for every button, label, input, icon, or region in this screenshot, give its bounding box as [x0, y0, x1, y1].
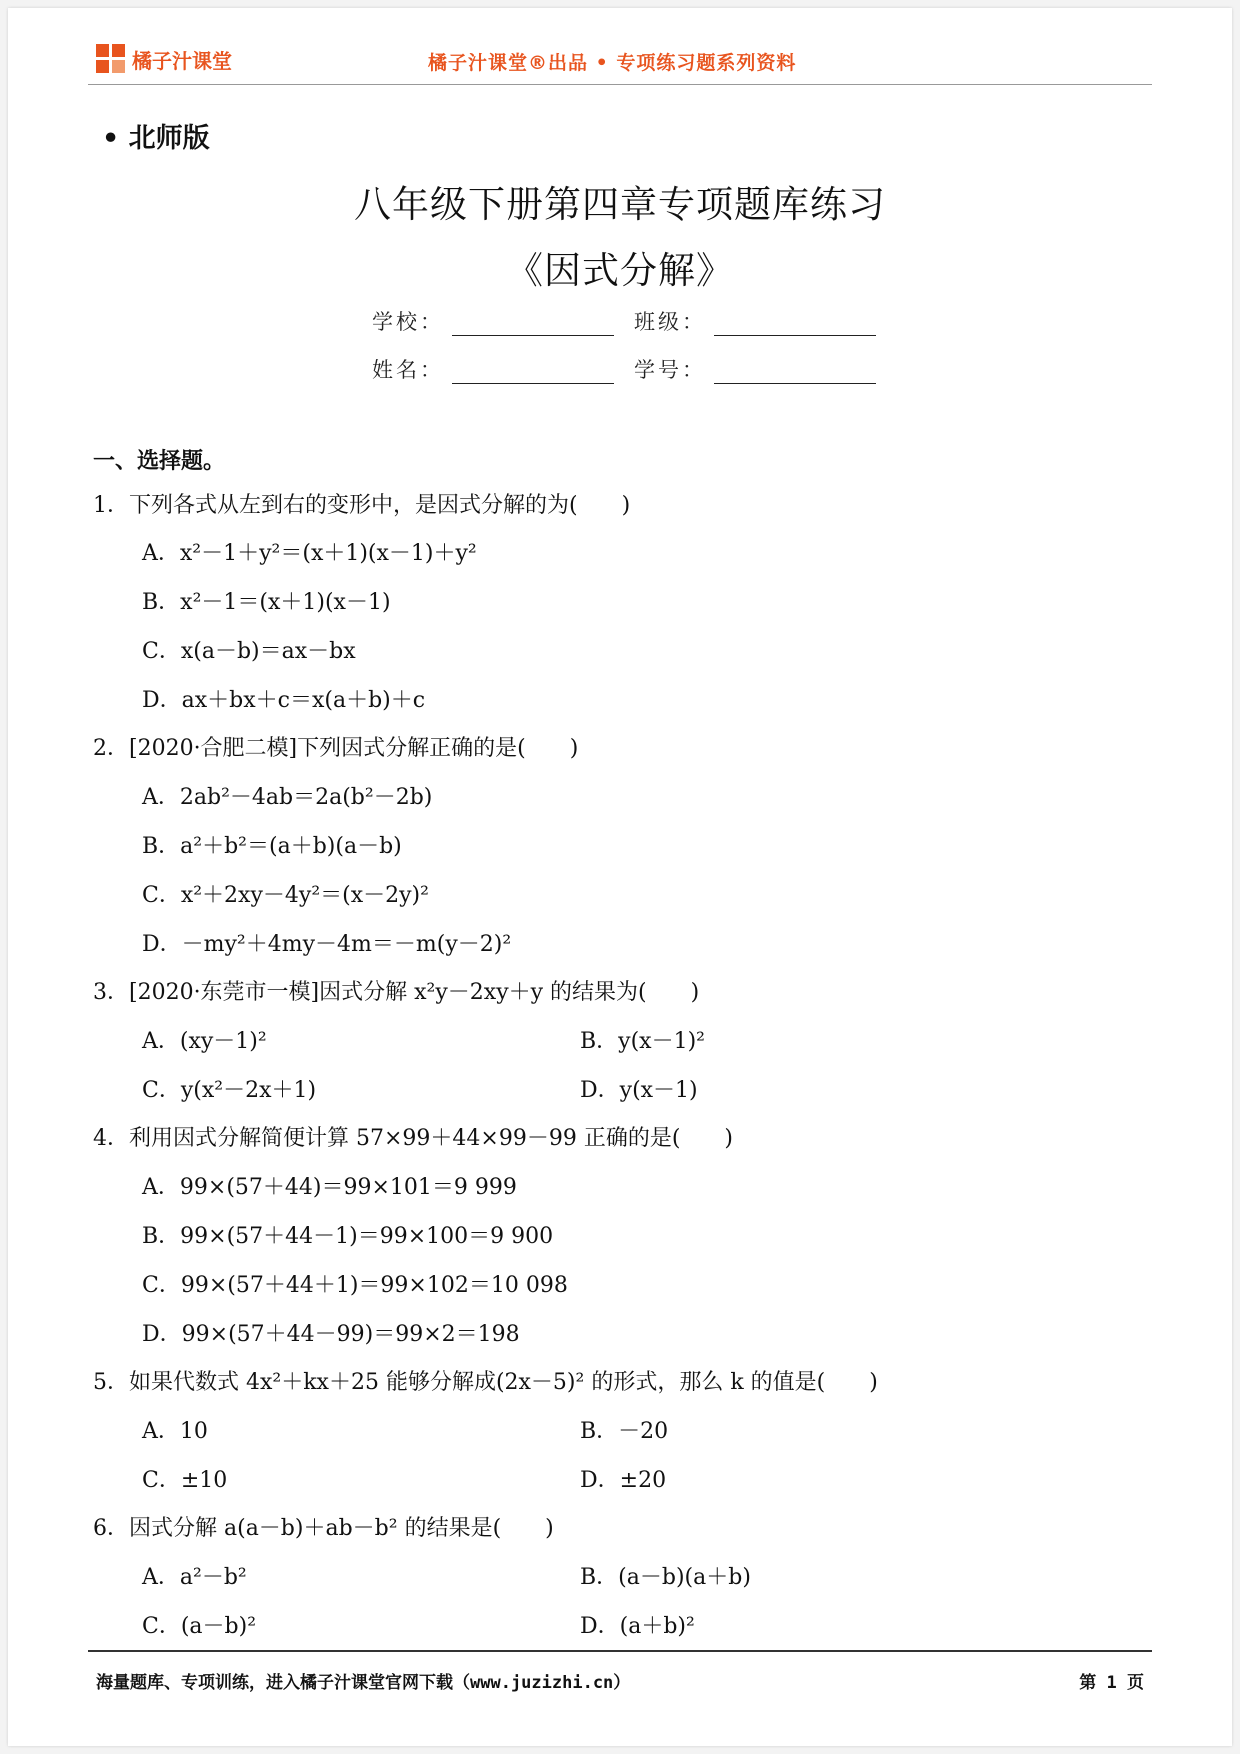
option: D．99×(57＋44－99)＝99×2＝198 [142, 1322, 520, 1347]
option: C．(a－b)² [142, 1614, 257, 1639]
page-number: 第 1 页 [1079, 1673, 1144, 1693]
class-field [634, 306, 876, 336]
section-heading: 一、选择题。 [93, 449, 226, 474]
class-blank[interactable] [714, 313, 876, 336]
option: B．(a－b)(a＋b) [580, 1565, 751, 1590]
name-field [372, 354, 614, 384]
student-no-label: 学号： [634, 358, 706, 382]
question-stem: 6．因式分解 a(a－b)＋ab－b² 的结果是( ) [93, 1516, 554, 1541]
option: C．x(a－b)＝ax－bx [142, 639, 356, 664]
header-title: 橘子汁课堂®出品 • 专项练习题系列资料 [428, 52, 797, 74]
question-stem: 4．利用因式分解简便计算 57×99＋44×99－99 正确的是( ) [93, 1126, 733, 1151]
school-label: 学校： [372, 310, 444, 334]
option: A．10 [142, 1419, 208, 1444]
class-label: 班级： [634, 310, 706, 334]
option: B．y(x－1)² [580, 1029, 705, 1054]
question-stem: 5．如果代数式 4x²＋kx＋25 能够分解成(2x－5)² 的形式，那么 k 的值是( ) [93, 1370, 878, 1395]
option: C．±10 [142, 1468, 228, 1493]
name-blank[interactable] [452, 361, 614, 384]
option: A．(xy－1)² [142, 1029, 267, 1054]
option: B．x²－1＝(x＋1)(x－1) [142, 590, 391, 615]
option: B．99×(57＋44－1)＝99×100＝9 900 [142, 1224, 554, 1249]
option: A．2ab²－4ab＝2a(b²－2b) [142, 785, 433, 810]
question-stem: 1．下列各式从左到右的变形中，是因式分解的为( ) [93, 493, 631, 518]
logo-icon [96, 44, 126, 74]
question-stem: 3．[2020·东莞市一模]因式分解 x²y－2xy＋y 的结果为( ) [93, 980, 700, 1005]
question-stem: 2．[2020·合肥二模]下列因式分解正确的是( ) [93, 736, 579, 761]
option: C．x²＋2xy－4y²＝(x－2y)² [142, 883, 429, 908]
option: A．a²－b² [142, 1565, 247, 1590]
logo-text: 橘子汁课堂 [132, 48, 232, 73]
school-field [372, 306, 614, 336]
page-subtitle: 《因式分解》 [506, 249, 734, 292]
option: B．－20 [580, 1419, 669, 1444]
option: D．(a＋b)² [580, 1614, 695, 1639]
school-blank[interactable] [452, 313, 614, 336]
footer-note: 海量题库、专项训练，进入橘子汁课堂官网下载（www.juzizhi.cn） [96, 1673, 631, 1693]
option: C．99×(57＋44＋1)＝99×102＝10 098 [142, 1273, 568, 1298]
option: D．－my²＋4my－4m＝－m(y－2)² [142, 932, 512, 957]
name-label: 姓名： [372, 358, 444, 382]
student-no-field [634, 354, 876, 384]
option: A．99×(57＋44)＝99×101＝9 999 [142, 1175, 517, 1200]
page-footer [88, 1650, 1152, 1693]
option: B．a²＋b²＝(a＋b)(a－b) [142, 834, 402, 859]
edition-label: • 北师版 [102, 123, 210, 154]
page-title: 八年级下册第四章专项题库练习 [354, 183, 886, 226]
option: D．ax＋bx＋c＝x(a＋b)＋c [142, 688, 426, 713]
option: D．±20 [580, 1468, 667, 1493]
page-header [88, 44, 1152, 85]
option: D．y(x－1) [580, 1078, 698, 1103]
student-no-blank[interactable] [714, 361, 876, 384]
option: A．x²－1＋y²＝(x＋1)(x－1)＋y² [142, 541, 477, 566]
logo [96, 44, 232, 74]
option: C．y(x²－2x＋1) [142, 1078, 317, 1103]
